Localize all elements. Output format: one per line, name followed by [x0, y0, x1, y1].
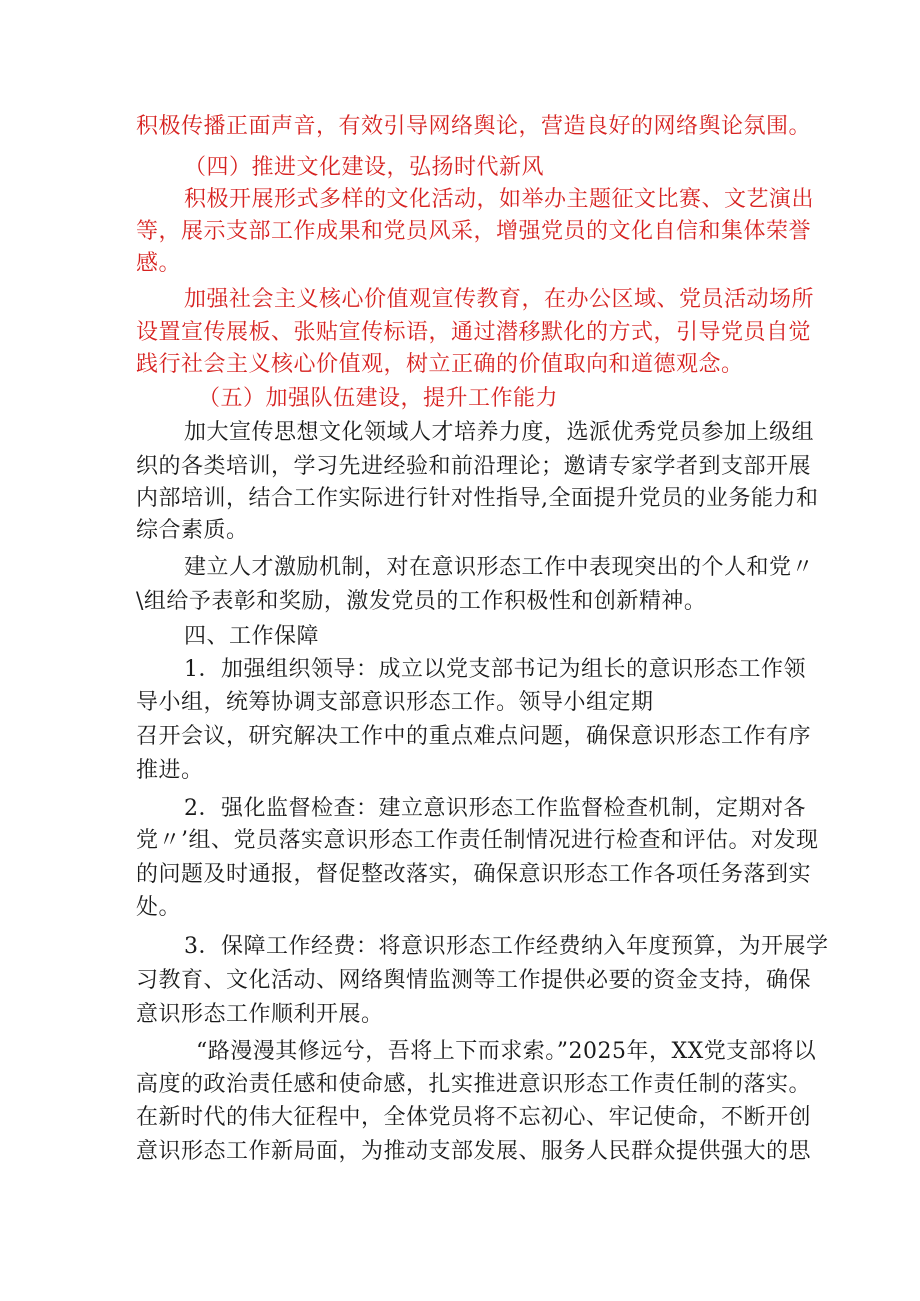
text-line: 的问题及时通报，督促整改落实，确保意识形态工作各项任务落到实 [136, 862, 812, 887]
text-line: \组给予表彰和奖励，激发党员的工作积极性和创新精神。 [136, 589, 707, 614]
text-line: 设置宣传展板、张贴宣传标语，通过潜移默化的方式，引导党员自觉 [136, 320, 812, 345]
text-line: 践行社会主义核心价值观，树立正确的价值取向和道德观念。 [136, 352, 744, 377]
section-heading: 四、工作保障 [184, 624, 320, 649]
text-line: 加强社会主义核心价值观宣传教育，在办公区域、党员活动场所 [184, 287, 815, 312]
text-line: 感。 [136, 251, 182, 276]
text-line: 内部培训，结合工作实际进行针对性指导,全面提升党员的业务能力和 [136, 486, 819, 511]
section-heading: （五）加强队伍建设，提升工作能力 [198, 386, 559, 411]
text-line: 建立人才激励机制，对在意识形态工作中表现突出的个人和党〃 [184, 555, 815, 580]
text-line: 处。 [136, 895, 182, 920]
text-line: 意识形态工作新局面，为推动支部发展、服务人民群众提供强大的思 [136, 1139, 812, 1164]
text-line: 在新时代的伟大征程中，全体党员将不忘初心、牢记使命，不断开创 [136, 1105, 812, 1130]
text-line: 1．加强组织领导：成立以党支部书记为组长的意识形态工作领 [184, 657, 806, 682]
text-line: 召开会议，研究解决工作中的重点难点问题，确保意识形态工作有序 [136, 724, 812, 749]
text-line: 等，展示支部工作成果和党员风采，增强党员的文化自信和集体荣誉 [136, 219, 812, 244]
text-line: 织的各类培训，学习先进经验和前沿理论；邀请专家学者到支部开展 [136, 454, 812, 479]
text-line: 推进。 [136, 758, 204, 783]
text-line: 积极传播正面声音，有效引导网络舆论，营造良好的网络舆论氛围。 [136, 114, 812, 139]
text-line: 2．强化监督检查：建立意识形态工作监督检查机制，定期对各 [184, 796, 806, 821]
text-line: “路漫漫其修远兮，吾将上下而求索。”2025年，XX党支部将以 [196, 1039, 817, 1064]
text-line: 意识形态工作顺利开展。 [136, 1002, 384, 1027]
text-line: 综合素质。 [136, 518, 249, 543]
text-line: 加大宣传思想文化领域人才培养力度，选派优秀党员参加上级组 [184, 420, 815, 445]
section-heading: （四）推进文化建设，弘扬时代新风 [184, 155, 545, 180]
text-line: 3．保障工作经费：将意识形态工作经费纳入年度预算，为开展学 [184, 934, 829, 959]
text-line: 党〃’组、党员落实意识形态工作责任制情况进行检查和评估。对发现 [136, 828, 819, 853]
text-line: 高度的政治责任感和使命感，扎实推进意识形态工作责任制的落实。 [136, 1072, 812, 1097]
text-line: 积极开展形式多样的文化活动，如举办主题征文比赛、文艺演出 [184, 187, 815, 212]
text-line: 导小组，统筹协调支部意识形态工作。领导小组定期 [136, 690, 654, 715]
text-line: 习教育、文化活动、网络舆情监测等工作提供必要的资金支持，确保 [136, 968, 812, 993]
